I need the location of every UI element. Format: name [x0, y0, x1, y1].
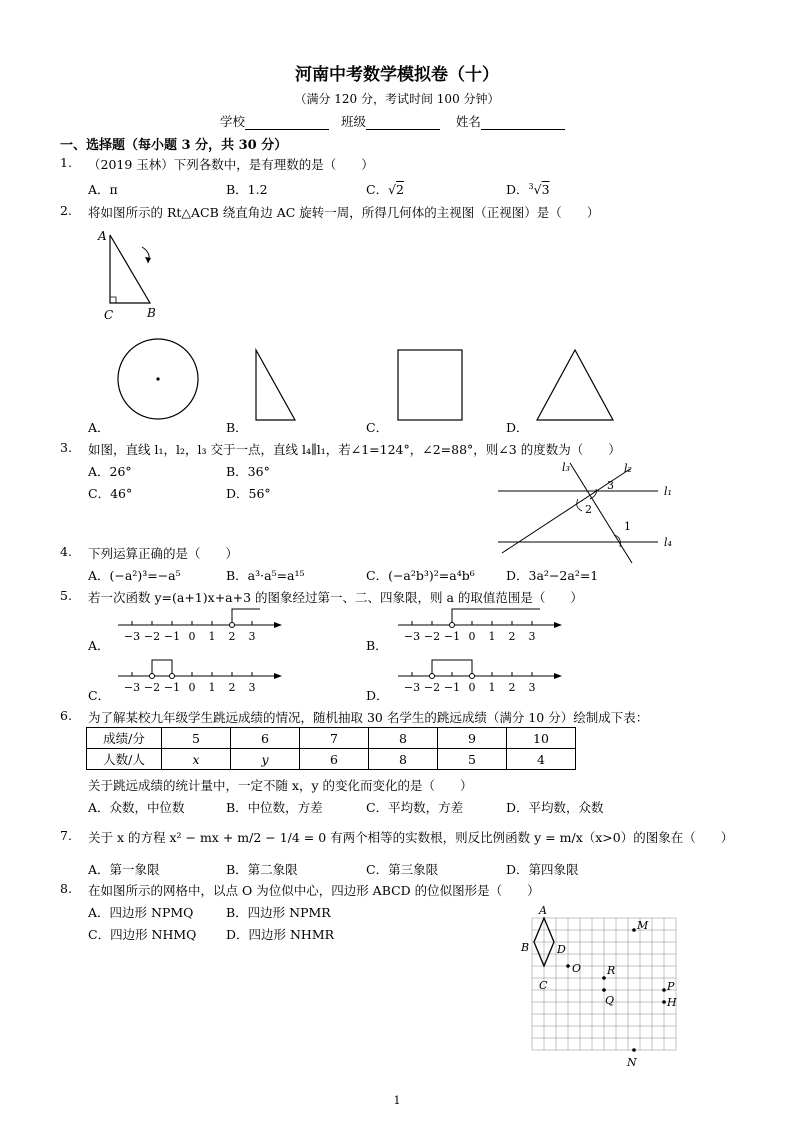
table-cell: 成绩/分 — [87, 728, 162, 749]
right-angle-mark — [110, 297, 116, 303]
tick-label: 0 — [468, 681, 476, 694]
isosceles-triangle-view — [537, 350, 613, 420]
q3-lines-figure — [490, 455, 690, 567]
tick-label: −2 — [143, 681, 161, 694]
point-r — [602, 976, 606, 980]
q8-option-c: C．四边形 NHMQ — [88, 927, 197, 942]
label-o: O — [572, 962, 582, 975]
q4-option-d: D．3a²−2a²=1 — [506, 568, 599, 583]
q8-text: 在如图所示的网格中，以点 O 为位似中心，四边形 ABCD 的位似图形是（ ） — [88, 883, 540, 898]
score-table — [86, 727, 576, 770]
q5-number-line-b — [392, 605, 572, 645]
table-cell: y — [231, 749, 300, 770]
range-bracket — [452, 609, 540, 622]
l2-label: l₂ — [624, 462, 632, 475]
tick-label: −1 — [443, 681, 461, 694]
tick-label: −3 — [123, 681, 141, 694]
school-blank[interactable] — [245, 117, 329, 130]
q2-option-d: D． — [506, 420, 529, 435]
tick-label: 3 — [528, 681, 536, 694]
q5-number-line-a — [112, 605, 292, 645]
q1-number: 1. — [60, 155, 72, 170]
table-row — [87, 749, 576, 770]
q6-option-b: B．中位数，方差 — [226, 800, 323, 815]
point-p — [662, 988, 666, 992]
q7-text: 关于 x 的方程 x² − mx + m/2 − 1/4 = 0 有两个相等的实数根，则反比例函数 y = m/x（x>0）的图象在（ ） — [88, 830, 734, 845]
tick-label: 0 — [188, 681, 196, 694]
page-subtitle: （满分 120 分，考试时间 100 分钟） — [294, 92, 500, 106]
axis-arrow — [554, 622, 562, 628]
q1-option-d-root-index: 3 — [528, 181, 534, 191]
q3-option-c: C．46° — [88, 486, 133, 501]
angle-3-label: 3 — [607, 479, 614, 492]
q7-option-b: B．第二象限 — [226, 862, 298, 877]
angle-2-label: 2 — [585, 503, 592, 516]
tick-label: −1 — [163, 681, 181, 694]
q4-option-c: C．(−a²b³)²=a⁴b⁶ — [366, 568, 475, 583]
class-label: 班级 — [340, 114, 366, 129]
q1-option-c: C．√2 — [366, 182, 404, 197]
q8-option-d: D．四边形 NHMR — [226, 927, 335, 942]
tick-label: 2 — [508, 681, 516, 694]
school-label: 学校 — [220, 114, 246, 129]
rt-triangle — [110, 235, 150, 303]
section-heading: 一、选择题（每小题 3 分，共 30 分） — [60, 138, 288, 153]
tick-label: −2 — [143, 630, 161, 643]
vertex-b-label: B — [147, 306, 156, 320]
q5-number: 5. — [60, 588, 72, 603]
q6-option-c: C．平均数，方差 — [366, 800, 464, 815]
tick-label: 3 — [248, 681, 256, 694]
angle-1-arc — [614, 535, 620, 547]
table-cell: 8 — [369, 749, 438, 770]
q5-option-a: A． — [88, 638, 110, 653]
point-m — [632, 928, 636, 932]
q2-text: 将如图所示的 Rt△ACB 绕直角边 AC 旋转一周，所得几何体的主视图（正视图）是（ ） — [88, 205, 600, 220]
table-cell: 人数/人 — [87, 749, 162, 770]
label-n: N — [627, 1056, 637, 1069]
tick-label: 0 — [468, 630, 476, 643]
q7-option-c: C．第三象限 — [366, 862, 439, 877]
range-bracket — [152, 660, 172, 673]
table-cell: 7 — [300, 728, 369, 749]
page-title: 河南中考数学模拟卷（十） — [295, 65, 499, 85]
tick-label: −3 — [403, 681, 421, 694]
table-cell: 5 — [162, 728, 231, 749]
open-endpoint — [170, 674, 175, 679]
q1-option-d-label: D． — [506, 182, 529, 197]
vertex-a-label: A — [98, 229, 107, 243]
l3-label: l₃ — [562, 461, 570, 474]
label-a: A — [539, 904, 547, 917]
label-r: R — [607, 964, 616, 977]
q1-option-d: D．$^3$√3 — [506, 181, 550, 197]
q6-text: 为了解某校九年级学生跳远成绩的情况，随机抽取 30 名学生的跳远成绩（满分 10 分）绘制成下表： — [88, 710, 649, 725]
q1-option-d-value: 3 — [541, 182, 550, 197]
circle-center-dot — [156, 377, 159, 380]
angle-1-label: 1 — [624, 520, 631, 533]
range-bracket — [432, 660, 472, 673]
label-h: H — [667, 996, 677, 1009]
q5-number-line-d — [392, 656, 572, 696]
open-endpoint — [150, 674, 155, 679]
tick-label: 3 — [528, 630, 536, 643]
point-h — [662, 1000, 666, 1004]
q2-option-a-figure — [112, 336, 208, 426]
triangle-view — [256, 350, 295, 420]
open-endpoint — [470, 674, 475, 679]
tick-label: −2 — [423, 630, 441, 643]
q2-number: 2. — [60, 203, 72, 218]
tick-label: 1 — [488, 630, 496, 643]
point-n — [632, 1048, 636, 1052]
q5-option-c: C． — [88, 688, 111, 703]
table-cell: 9 — [438, 728, 507, 749]
q3-option-a: A．26° — [88, 464, 132, 479]
q8-option-a: A．四边形 NPMQ — [88, 905, 194, 920]
q1-option-c-value: 2 — [396, 182, 404, 197]
axis-arrow — [274, 622, 282, 628]
q2-option-d-figure — [532, 345, 618, 425]
q1-text: （2019 玉林）下列各数中，是有理数的是（ ） — [88, 157, 374, 172]
q5-option-d: D． — [366, 688, 389, 703]
q2-option-a: A． — [88, 420, 110, 435]
l4-label: l₄ — [664, 536, 672, 549]
q1-option-c-label: C． — [366, 182, 389, 197]
q5-number-line-c — [112, 656, 292, 696]
tick-label: −3 — [403, 630, 421, 643]
q3-text: 如图，直线 l₁，l₂，l₃ 交于一点，直线 l₄∥l₁，若∠1=124°，∠2=88°，则∠3 的度数为（ ） — [88, 442, 621, 457]
label-c: C — [539, 979, 548, 992]
student-info — [220, 112, 565, 130]
name-blank[interactable] — [481, 117, 565, 130]
table-cell: 6 — [231, 728, 300, 749]
tick-label: −2 — [423, 681, 441, 694]
tick-label: 1 — [208, 681, 216, 694]
class-blank[interactable] — [366, 117, 440, 130]
q2-option-c-figure — [393, 345, 467, 425]
q4-number: 4. — [60, 544, 72, 559]
table-cell: 5 — [438, 749, 507, 770]
q6-option-a: A．众数，中位数 — [88, 800, 185, 815]
grid-lines — [532, 918, 676, 1050]
table-cell: x — [162, 749, 231, 770]
label-d: D — [557, 943, 566, 956]
tick-label: 2 — [508, 630, 516, 643]
name-label: 姓名 — [455, 114, 481, 129]
q3-option-b: B．36° — [226, 464, 270, 479]
q4-text: 下列运算正确的是（ ） — [88, 546, 239, 561]
label-m: M — [637, 919, 649, 932]
tick-label: 3 — [248, 630, 256, 643]
q8-grid-figure — [510, 900, 690, 1072]
q7-option-a: A．第一象限 — [88, 862, 160, 877]
q1-option-b: B．1.2 — [226, 182, 268, 197]
q5-option-b: B． — [366, 638, 388, 653]
point-q — [602, 988, 606, 992]
q6-option-d: D．平均数，众数 — [506, 800, 604, 815]
table-row — [87, 728, 576, 749]
q5-text: 若一次函数 y=(a+1)x+a+3 的图象经过第一、二、四象限，则 a 的取值范围是（ ） — [88, 590, 583, 605]
q6-number: 6. — [60, 708, 72, 723]
square-view — [398, 350, 462, 420]
tick-label: 1 — [488, 681, 496, 694]
tick-label: −3 — [123, 630, 141, 643]
table-cell: 4 — [507, 749, 576, 770]
q2-option-b: B． — [226, 420, 248, 435]
open-endpoint — [230, 623, 235, 628]
tick-label: 2 — [228, 630, 236, 643]
line-l3 — [570, 463, 632, 563]
q2-triangle-figure — [90, 225, 170, 325]
q3-option-d: D．56° — [226, 486, 271, 501]
open-endpoint — [450, 623, 455, 628]
page-number: 1 — [393, 1094, 401, 1107]
q6-text2: 关于跳远成绩的统计量中，一定不随 x，y 的变化而变化的是（ ） — [88, 778, 473, 793]
vertex-c-label: C — [104, 308, 114, 322]
q8-option-b: B．四边形 NPMR — [226, 905, 331, 920]
rotation-arrowhead — [145, 257, 151, 263]
tick-label: −1 — [163, 630, 181, 643]
q8-number: 8. — [60, 881, 72, 896]
l1-label: l₁ — [664, 485, 672, 498]
open-endpoint — [430, 674, 435, 679]
label-q: Q — [605, 994, 615, 1007]
table-cell: 8 — [369, 728, 438, 749]
tick-label: 2 — [228, 681, 236, 694]
tick-label: −1 — [443, 630, 461, 643]
label-p: P — [667, 980, 675, 993]
table-cell: 10 — [507, 728, 576, 749]
q7-option-d: D．第四象限 — [506, 862, 579, 877]
label-b: B — [521, 941, 530, 954]
q4-option-a: A．(−a²)³=−a⁵ — [88, 568, 181, 583]
tick-label: 0 — [188, 630, 196, 643]
range-bracket — [232, 609, 260, 622]
q7-number: 7. — [60, 828, 72, 843]
tick-label: 1 — [208, 630, 216, 643]
q3-number: 3. — [60, 440, 72, 455]
axis-arrow — [274, 673, 282, 679]
q4-option-b: B．a³·a⁵=a¹⁵ — [226, 568, 305, 583]
q2-option-b-figure — [250, 345, 300, 425]
q2-option-c: C． — [366, 420, 389, 435]
axis-arrow — [554, 673, 562, 679]
table-cell: 6 — [300, 749, 369, 770]
point-o — [566, 964, 570, 968]
q1-option-a: A．π — [88, 182, 118, 197]
